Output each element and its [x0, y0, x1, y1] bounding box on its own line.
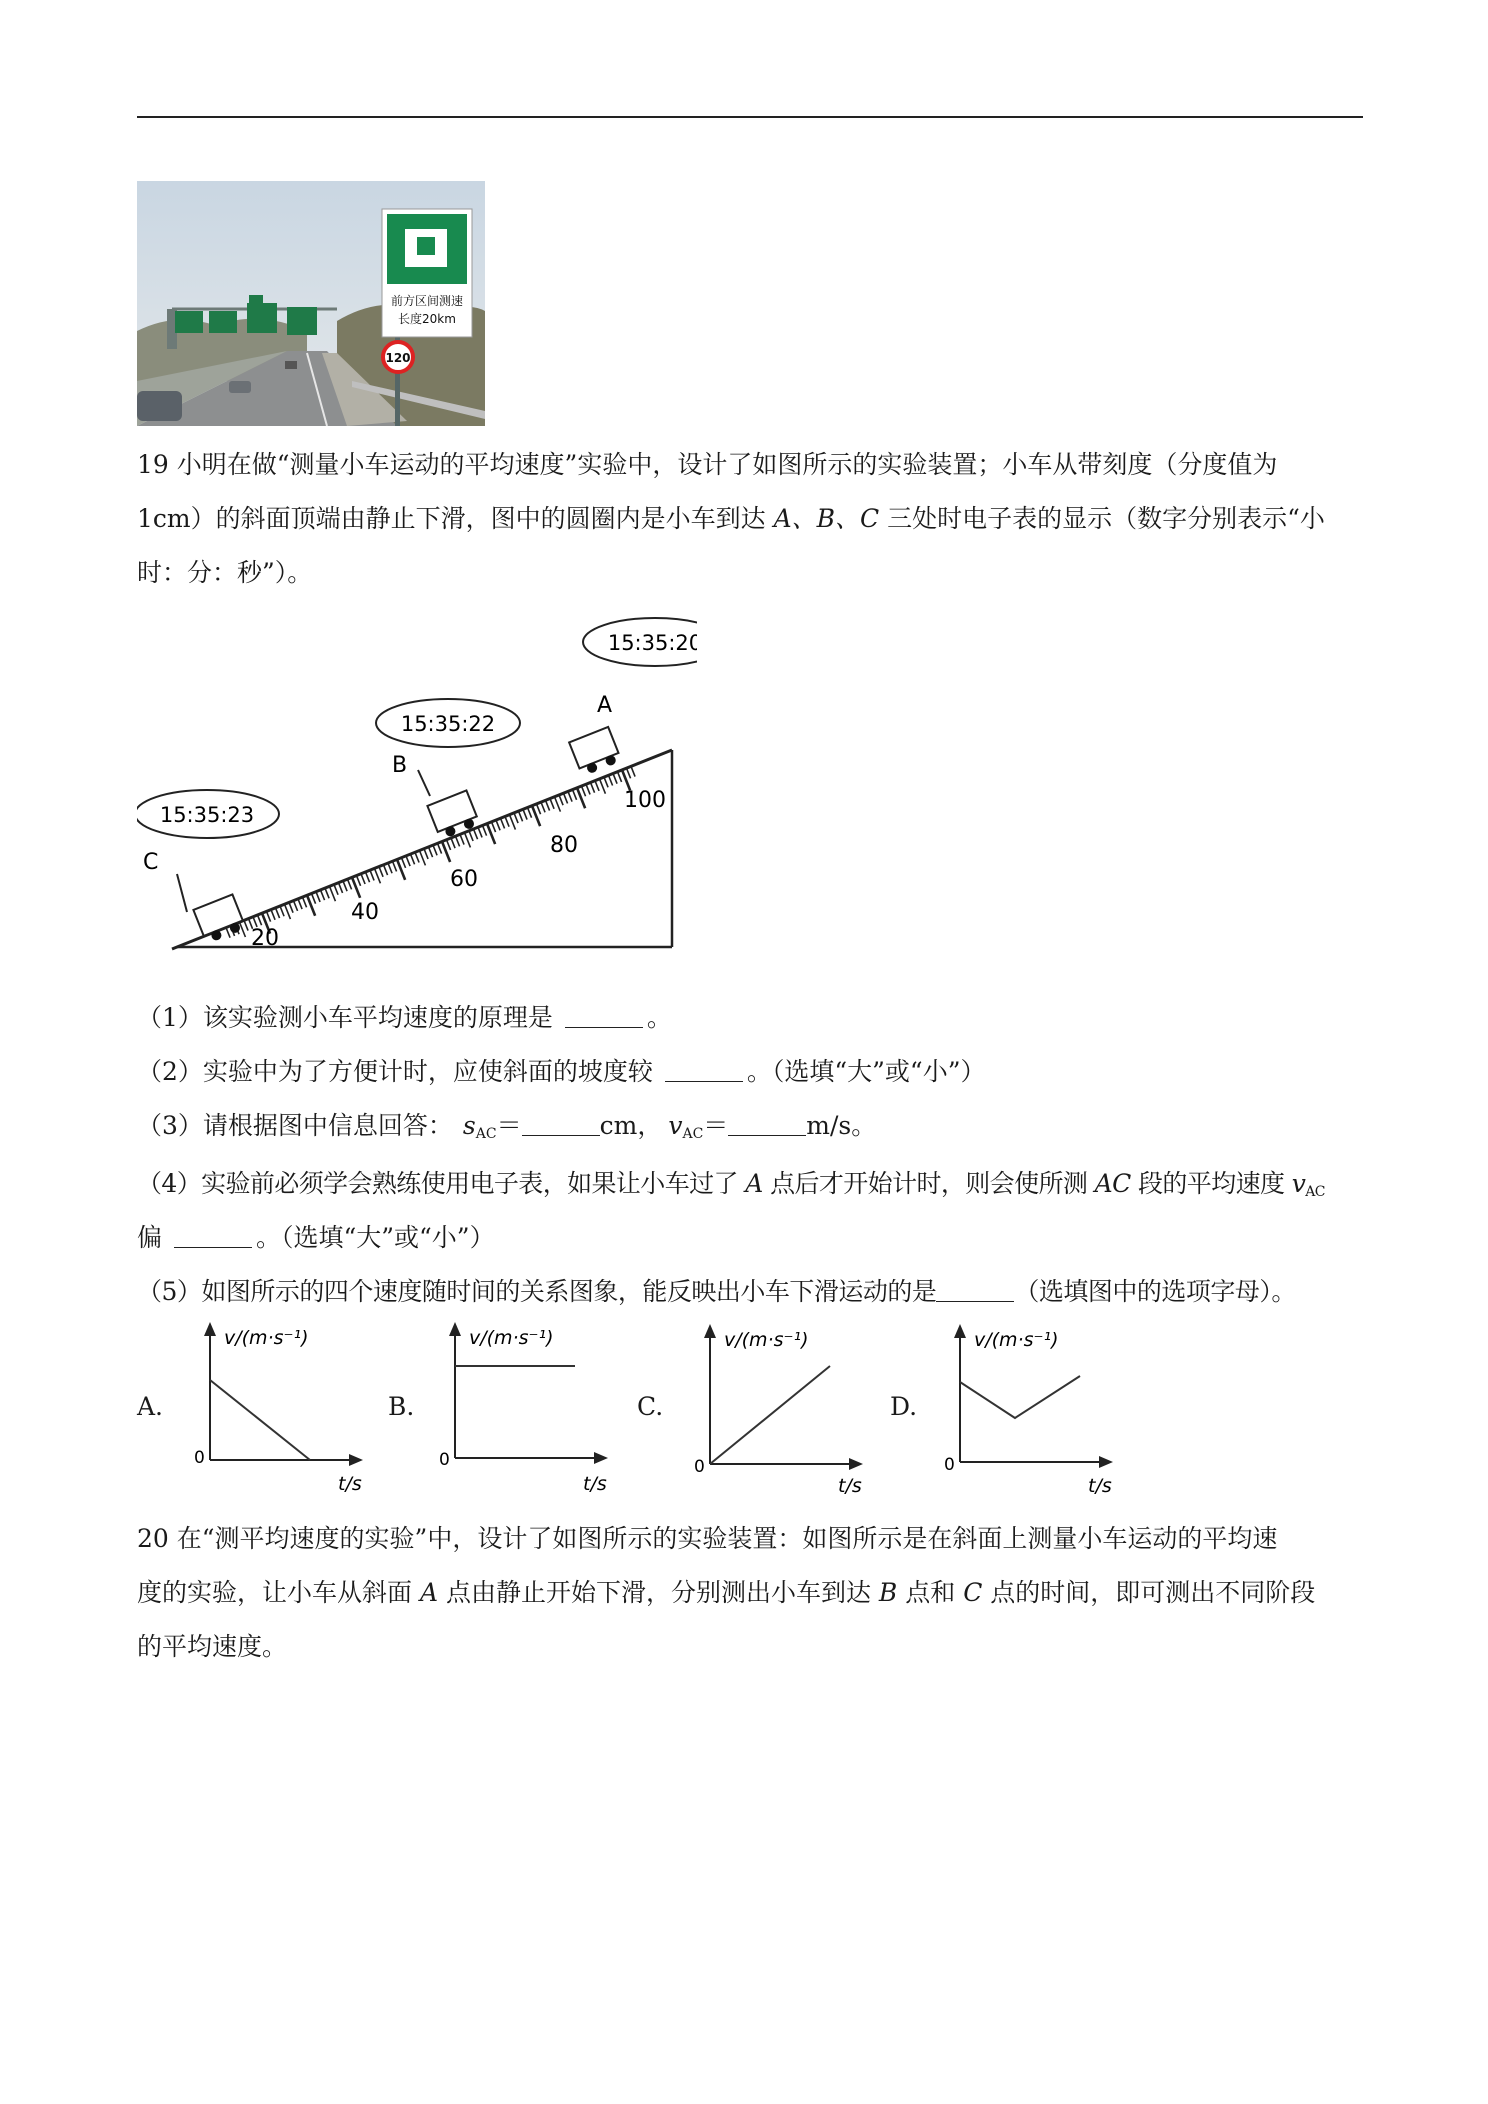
ruler-tick — [456, 836, 460, 846]
ruler-tick — [438, 843, 442, 853]
speed-zone-sign-line1: 前方区间测速 — [390, 294, 464, 308]
q19-sub4-line2: 偏 。（选填“大”或“小”） — [137, 1223, 495, 1252]
clock-c: 15:35:23 — [159, 803, 255, 827]
q20-line1: 20 在“测平均速度的实验”中，设计了如图所示的实验装置：如图所示是在斜面上测量小车运动的平均速 — [137, 1524, 1278, 1553]
ruler-tick — [406, 856, 410, 866]
ruler-tick — [550, 799, 554, 809]
ruler-tick — [402, 858, 406, 868]
ruler-tick — [609, 775, 613, 785]
ruler-tick — [582, 786, 586, 796]
ruler-tick — [537, 804, 541, 814]
ruler-tick — [492, 822, 496, 832]
graph-a-ylabel: v/(m·s⁻¹) — [224, 1327, 309, 1349]
option-b-label: B. — [388, 1392, 415, 1421]
ruler-tick — [568, 791, 572, 801]
ruler-tick — [591, 782, 595, 792]
ruler-tick — [528, 808, 532, 818]
graph-d-xlabel: t/s — [1088, 1475, 1112, 1497]
option-a-label: A. — [137, 1392, 164, 1421]
answer-blank-4[interactable] — [174, 1225, 252, 1248]
ruler-label-60: 60 — [450, 867, 478, 892]
incline-diagram — [137, 612, 697, 957]
ruler-tick — [469, 831, 473, 841]
ruler-tick — [388, 863, 392, 873]
ruler-tick — [613, 773, 617, 783]
ruler-label-100: 100 — [624, 788, 666, 813]
ruler-tick — [474, 829, 478, 839]
graph-c-origin: 0 — [694, 1457, 705, 1477]
graph-a-line — [210, 1380, 310, 1460]
graph-b-origin: 0 — [439, 1450, 450, 1470]
speed-zone-sign-line2: 长度20km — [398, 312, 456, 326]
ruler-tick — [483, 825, 487, 835]
graph-d-ylabel: v/(m·s⁻¹) — [974, 1329, 1059, 1351]
ruler-label-20: 20 — [251, 926, 279, 951]
ruler-tick — [573, 790, 577, 800]
ruler-tick — [564, 793, 568, 803]
graph-c-ylabel: v/(m·s⁻¹) — [724, 1329, 809, 1351]
ruler-tick — [312, 893, 316, 903]
cart-a — [569, 727, 622, 777]
q19-intro-line2: 1cm）的斜面顶端由静止下滑，图中的圆圈内是小车到达 A、B、C 三处时电子表的显示（数字分别表示“小 — [137, 504, 1325, 533]
ruler-tick — [420, 850, 426, 865]
ruler-tick — [627, 768, 631, 778]
graph-b-ylabel: v/(m·s⁻¹) — [469, 1327, 554, 1349]
answer-blank-5[interactable] — [936, 1279, 1014, 1302]
ruler-tick — [600, 779, 606, 794]
q19-intro-line3: 时：分：秒”）。 — [137, 558, 313, 587]
ruler-tick — [330, 886, 336, 901]
ruler-tick — [559, 795, 563, 805]
ruler-tick — [411, 854, 415, 864]
ruler-tick — [276, 908, 280, 918]
ruler-tick — [505, 816, 509, 826]
ruler-label-40: 40 — [351, 900, 379, 925]
graph-d-origin: 0 — [944, 1455, 955, 1475]
graph-b-xlabel: t/s — [583, 1473, 607, 1495]
ruler-tick — [460, 834, 464, 844]
ruler-tick — [294, 901, 298, 911]
ruler-label-80: 80 — [550, 833, 578, 858]
ruler-tick — [325, 888, 329, 898]
clock-b: 15:35:22 — [400, 712, 496, 736]
point-label-b: B — [392, 753, 408, 778]
graph-d-line — [960, 1376, 1080, 1418]
ruler-tick — [361, 874, 365, 884]
ruler-tick — [586, 784, 590, 794]
ruler-tick — [429, 847, 433, 857]
ruler-tick — [316, 892, 320, 902]
ruler-tick — [334, 885, 338, 895]
ruler-tick — [510, 815, 516, 830]
graph-c-xlabel: t/s — [838, 1475, 862, 1497]
q19-sub4-line1: （4）实验前必须学会熟练使用电子表，如果让小车过了 A 点后才开始计时，则会使所测 AC 段的平均速度 $v_{AC}$ — [137, 1169, 1325, 1200]
ruler-tick — [604, 777, 608, 787]
header-rule — [137, 116, 1363, 118]
ruler-tick — [424, 849, 428, 859]
graph-option-c[interactable] — [690, 1322, 865, 1501]
graph-option-d[interactable] — [940, 1322, 1115, 1501]
ruler-tick — [240, 922, 246, 937]
ruler-tick — [357, 876, 361, 886]
answer-blank-sac[interactable] — [522, 1113, 600, 1136]
ruler-tick — [478, 827, 482, 837]
clock-a: 15:35:20 — [607, 631, 697, 655]
ruler-tick — [226, 928, 230, 938]
ruler-tick — [289, 902, 293, 912]
option-c-label: C. — [637, 1392, 664, 1421]
ruler-tick — [339, 883, 343, 893]
q19-sub3: （3）请根据图中信息回答： $s_{AC}=$ cm， $v_{AC}= m/s$。 — [137, 1111, 877, 1142]
speed-limit-text: 120 — [385, 351, 411, 365]
ruler-tick — [433, 845, 437, 855]
point-label-c: C — [143, 850, 159, 875]
ruler-tick — [348, 879, 352, 889]
option-d-label: D. — [890, 1392, 918, 1421]
answer-blank-1[interactable] — [565, 1005, 643, 1028]
ruler-tick — [465, 833, 471, 848]
cart-b — [427, 790, 480, 840]
ruler-tick — [280, 906, 284, 916]
ruler-tick — [321, 890, 325, 900]
graph-c-line — [710, 1366, 830, 1464]
ruler-tick — [631, 766, 635, 776]
ruler-tick — [546, 800, 550, 810]
q19-sub1: （1）该实验测小车平均速度的原理是 。 — [137, 1003, 672, 1032]
ruler-tick — [271, 910, 275, 920]
ruler-tick — [514, 813, 518, 823]
graph-option-b[interactable] — [435, 1320, 610, 1499]
q19-intro-line1: 19 小明在做“测量小车运动的平均速度”实验中，设计了如图所示的实验装置；小车从带刻度（分度值为 — [137, 450, 1278, 479]
ruler-tick — [379, 867, 383, 877]
ruler-tick — [618, 772, 622, 782]
ruler-tick — [541, 802, 545, 812]
ruler-tick — [523, 809, 527, 819]
ruler-tick — [393, 861, 397, 871]
ruler-tick — [384, 865, 388, 875]
ruler-tick — [555, 797, 561, 812]
ruler-tick — [303, 897, 307, 907]
ruler-tick — [595, 781, 599, 791]
ruler-tick — [375, 868, 381, 883]
point-label-a: A — [597, 693, 613, 718]
ruler-tick — [244, 920, 248, 930]
ruler-tick — [298, 899, 302, 909]
ruler-tick — [285, 904, 291, 919]
ruler-tick — [267, 911, 271, 921]
ruler-tick — [343, 881, 347, 891]
q20-line2: 度的实验，让小车从斜面 A 点由静止开始下滑，分别测出小车到达 B 点和 C 点的时间，即可测出不同阶段 — [137, 1578, 1316, 1607]
ruler-tick — [258, 915, 262, 925]
ruler-tick — [366, 872, 370, 882]
graph-a-origin: 0 — [194, 1448, 205, 1468]
answer-blank-vac[interactable] — [728, 1113, 806, 1136]
ruler-tick — [370, 870, 374, 880]
q20-line3: 的平均速度。 — [137, 1632, 288, 1661]
ruler-tick — [501, 818, 505, 828]
ruler-tick — [451, 838, 455, 848]
ruler-tick — [496, 820, 500, 830]
highway-photo — [137, 181, 485, 426]
q19-sub5: （5）如图所示的四个速度随时间的关系图象，能反映出小车下滑运动的是 （选填图中的选项字母）。 — [137, 1277, 1296, 1306]
answer-blank-2[interactable] — [665, 1059, 743, 1082]
q19-sub2: （2）实验中为了方便计时，应使斜面的坡度较 。（选填“大”或“小”） — [137, 1057, 986, 1086]
graph-option-a[interactable] — [190, 1320, 365, 1499]
ruler-tick — [519, 811, 523, 821]
graph-a-xlabel: t/s — [338, 1473, 362, 1495]
ruler-tick — [415, 852, 419, 862]
ruler-tick — [447, 840, 451, 850]
